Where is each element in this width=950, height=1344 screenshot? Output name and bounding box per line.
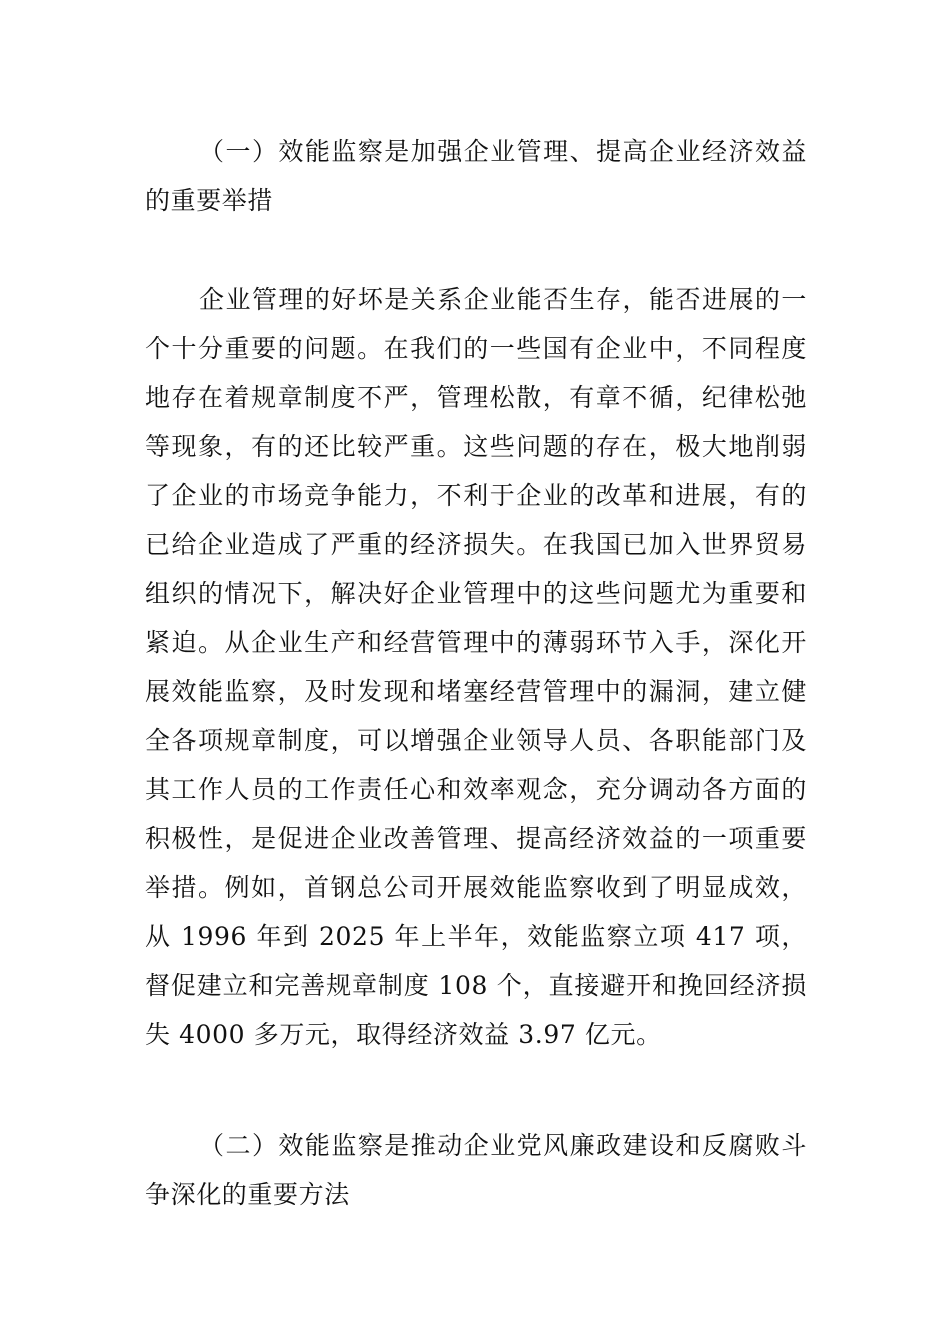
- body-paragraph-1: 企业管理的好坏是关系企业能否生存，能否进展的一个十分重要的问题。在我们的一些国有企业中，不同程度地存在着规章制度不严，管理松散，有章不循，纪律松弛等现象，有的还比较严重。这些问题的存在，极大地削弱了企业的市场竞争能力，不利于企业的改革和进展，有的已给企业造成了严重的经济损失。在我国已加入世界贸易组织的情况下，解决好企业管理中的这些问题尤为重要和紧迫。从企业生产和经营管理中的薄弱环节入手，深化开展效能监察，及时发现和堵塞经营管理中的漏洞，建立健全各项规章制度，可以增强企业领导人员、各职能部门及其工作人员的工作责任心和效率观念，充分调动各方面的积极性，是促进企业改善管理、提高经济效益的一项重要举措。例如，首钢总公司开展效能监察收到了明显成效，从 1996 年到 2025 年上半年，效能监察立项 417 项，督促建立和完善规章制度 108 个，直接避开和挽回经济损失 4000 多万元，取得经济效益 3.97 亿元。: [145, 285, 807, 1049]
- section-heading-1: （一）效能监察是加强企业管理、提高企业经济效益的重要举措: [145, 137, 807, 215]
- section-heading-2: （二）效能监察是推动企业党风廉政建设和反腐败斗争深化的重要方法: [145, 1131, 807, 1209]
